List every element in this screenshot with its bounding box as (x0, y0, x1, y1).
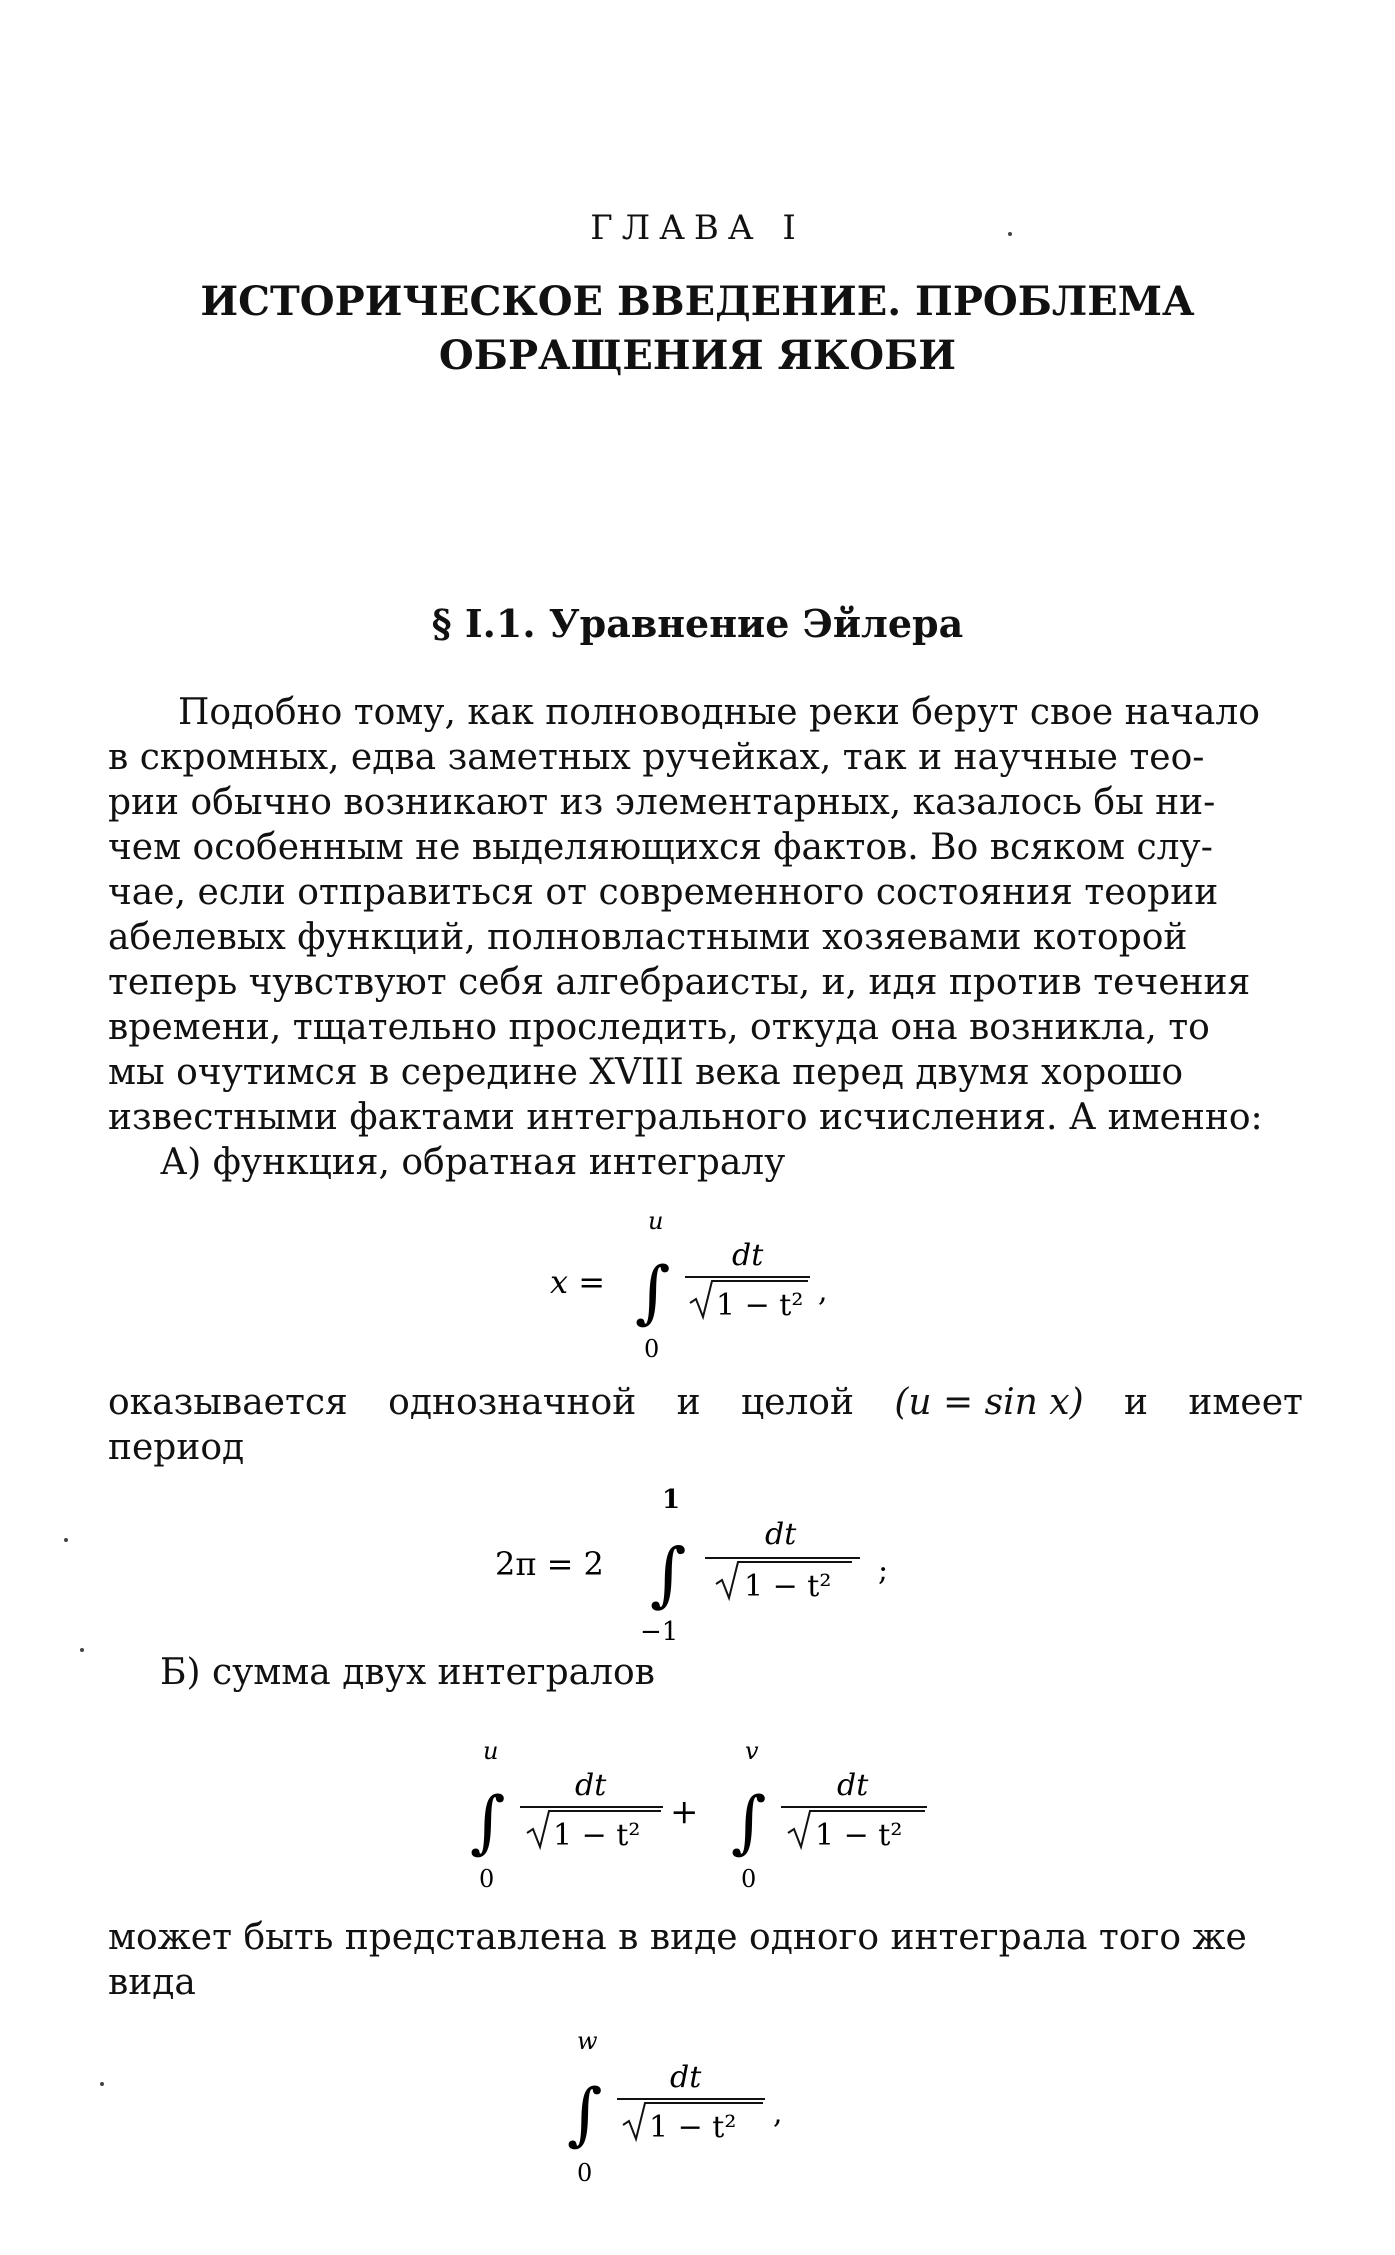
formula-trailing-punct: , (818, 1274, 828, 1309)
scan-speck (100, 2082, 104, 2086)
chapter-label: ГЛАВА I (590, 208, 805, 248)
word: и (676, 1382, 701, 1423)
paragraph-line: теперь чувствуют себя алгебраисты, и, идя против течения (108, 962, 1251, 1003)
fraction-numerator: dt (670, 2060, 702, 2095)
fraction-numerator: dt (732, 1238, 764, 1273)
section-heading: § I.1. Уравнение Эйлера (431, 601, 964, 646)
integral-sign-icon: ∫ (650, 1533, 687, 1615)
scan-speck (80, 1648, 84, 1652)
paragraph-line: мы очутимся в середине XVIII века перед двумя хорошо (108, 1052, 1183, 1093)
justified-row (108, 1380, 1303, 1425)
paragraph-line: абелевых функций, полновластными хозяевами которой (108, 917, 1188, 958)
item-a-continuation-line-1 (108, 1380, 1303, 1425)
paragraph-line: рии обычно возникают из элементарных, казалось бы ни- (108, 782, 1216, 823)
formula-trailing-punct: , (773, 2096, 783, 2131)
integral-upper-limit: u (648, 1207, 664, 1235)
formula-inverse-integral (540, 1205, 880, 1365)
item-a-continuation-line-2: период (108, 1427, 245, 1468)
chapter-title-line-1: ИСТОРИЧЕСКОЕ ВВЕДЕНИЕ. ПРОБЛЕМА (200, 278, 1195, 325)
word: оказывается (108, 1382, 348, 1423)
integral-lower-limit: 0 (577, 2159, 593, 2187)
formula-period (480, 1480, 920, 1650)
item-b-continuation-line-1: может быть представлена в виде одного интеграла того же (108, 1917, 1247, 1958)
integral-lower-limit: 0 (479, 1865, 495, 1893)
word: (u = sin x) (894, 1382, 1084, 1423)
paragraph-line: известными фактами интегрального исчисления. А именно: (108, 1097, 1263, 1138)
radicand: 1 − t² (649, 2110, 737, 2145)
integral-sign-icon: ∫ (470, 1783, 506, 1862)
item-b-intro: Б) сумма двух интегралов (160, 1652, 655, 1693)
item-b-continuation-line-2: вида (108, 1962, 196, 2003)
formula-lhs: x = (550, 1263, 606, 1301)
paragraph-line: чем особенным не выделяющихся фактов. Во всяком слу- (108, 827, 1213, 868)
integral-sign-icon: ∫ (635, 1253, 671, 1332)
radicand: 1 − t² (744, 1569, 832, 1604)
integral-lower-limit: 0 (644, 1335, 660, 1363)
intro-paragraph (108, 690, 1303, 1140)
word: и (1124, 1382, 1149, 1423)
scan-speck (1008, 232, 1012, 236)
fraction-numerator: dt (575, 1768, 607, 1803)
fraction-numerator: dt (765, 1517, 797, 1552)
radicand: 1 − t² (716, 1288, 804, 1323)
paragraph-line: времени, тщательно проследить, откуда она возникла, то (108, 1007, 1210, 1048)
radicand: 1 − t² (815, 1818, 903, 1853)
fraction-numerator: dt (837, 1768, 869, 1803)
integral-upper-limit: 1 (662, 1485, 681, 1515)
word: однозначной (388, 1382, 637, 1423)
integral-sign-icon: ∫ (731, 1783, 767, 1862)
item-a-intro: А) функция, обратная интегралу (160, 1142, 786, 1183)
formula-lhs: 2π = 2 (495, 1545, 604, 1583)
word: целой (740, 1382, 854, 1423)
integral-upper-limit: w (577, 2027, 598, 2055)
formula-trailing-punct: ; (878, 1553, 889, 1588)
word: имеет (1188, 1382, 1303, 1423)
paragraph-line: в скромных, едва заметных ручейках, так и научные тео- (108, 737, 1205, 778)
integral-lower-limit: 0 (741, 1865, 757, 1893)
paragraph-line: Подобно тому, как полноводные реки берут свое начало (178, 692, 1260, 733)
scan-speck (64, 1538, 68, 1542)
chapter-title (0, 275, 1395, 383)
integral-upper-limit: v (745, 1737, 759, 1765)
integral-lower-limit: −1 (640, 1617, 679, 1647)
chapter-title-line-2: ОБРАЩЕНИЯ ЯКОБИ (438, 332, 957, 379)
formula-single-integral (565, 2025, 825, 2190)
paragraph-line: чае, если отправиться от современного состояния теории (108, 872, 1219, 913)
integral-upper-limit: u (483, 1737, 499, 1765)
integral-sign-icon: ∫ (567, 2075, 603, 2154)
formula-sum-of-integrals (465, 1735, 955, 1895)
radicand: 1 − t² (553, 1818, 641, 1853)
plus-sign: + (670, 1792, 699, 1832)
